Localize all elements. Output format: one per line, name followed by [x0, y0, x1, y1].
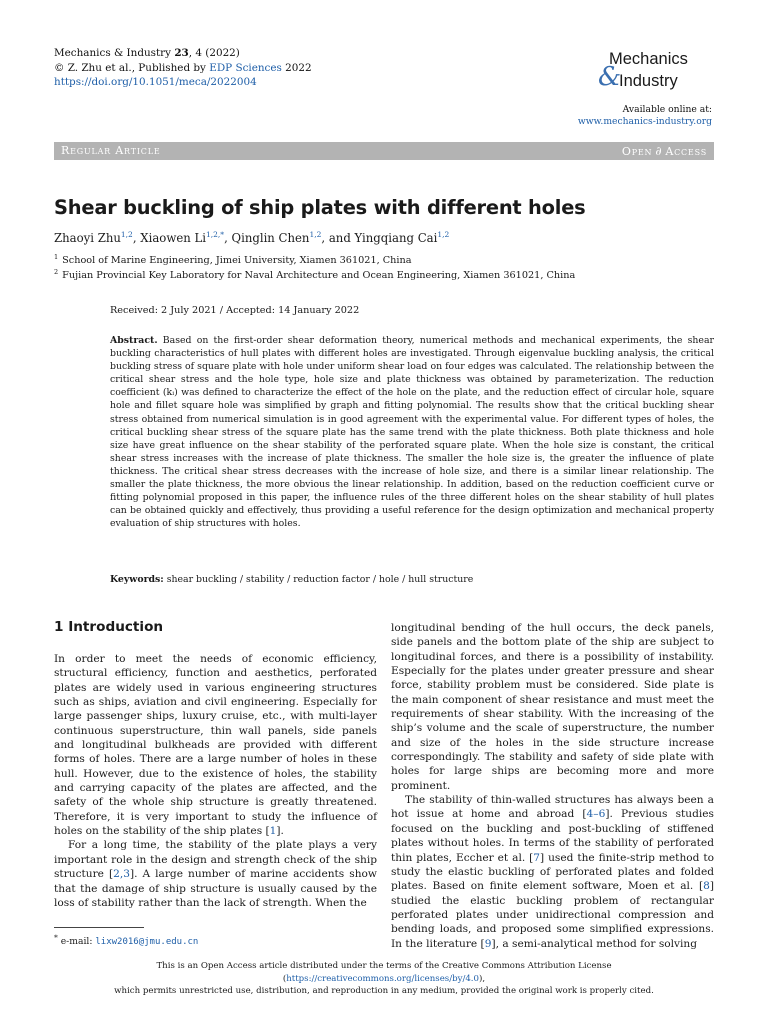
citation-link[interactable]: 2,3	[113, 868, 130, 881]
publisher-link[interactable]: EDP Sciences	[209, 61, 282, 74]
availability-block	[492, 104, 712, 128]
paragraph-text: ] studied the elastic buckling problem of rectangular perforated plates under unidirectional compression and bending loads, and proposed some simplified expressions. In the literature [	[391, 880, 714, 950]
article-type-label: Regular Article	[61, 144, 161, 157]
author-affiliation-marker[interactable]: 1,2	[120, 230, 133, 240]
body-column-left	[54, 652, 377, 910]
license-text: This is an Open Access article distributed under the terms of the Creative Commons Attribution License (	[156, 961, 612, 984]
logo-word-industry: Industry	[619, 72, 678, 90]
article-type-band	[54, 142, 714, 160]
intro-paragraph-2	[54, 838, 377, 910]
author-separator: ,	[224, 231, 232, 245]
footnote-rule	[54, 927, 144, 928]
abstract	[110, 334, 714, 530]
journal-website-link[interactable]: www.mechanics-industry.org	[577, 116, 712, 127]
journal-line	[54, 46, 312, 61]
open-access-word-access: Access	[665, 145, 707, 158]
author-name: Yingqiang Cai	[354, 231, 438, 245]
paragraph-text: ]. Previous studies focused on the buckling and post-buckling of stiffened plates without holes. In terms of the stability of perforated thin plates, Eccher et al. [	[391, 808, 714, 864]
citation-link[interactable]: 4–6	[586, 808, 606, 821]
license-notice	[54, 960, 714, 998]
paragraph-text: ], a semi-analytical method for solving	[491, 937, 698, 950]
citation-link[interactable]: 9	[484, 937, 492, 950]
corresponding-author-footnote	[54, 933, 198, 947]
open-access-word-open: Open	[621, 145, 653, 158]
author-affiliation-marker[interactable]: 1,2	[437, 230, 450, 240]
affiliation-number: 2	[54, 267, 59, 276]
intro-paragraph-4	[391, 793, 714, 951]
body-column-right	[391, 621, 714, 951]
paragraph-text: For a long time, the stability of the plate plays a very important role in the design and strength check of the ship structure [	[54, 839, 377, 881]
logo-ampersand: &	[598, 62, 622, 92]
footnote-label: e-mail:	[57, 936, 96, 948]
license-text: ),	[479, 973, 486, 984]
paper-title: Shear buckling of ship plates with different holes	[54, 196, 586, 219]
copyright-line	[54, 61, 312, 76]
journal-citation-block	[54, 46, 312, 90]
footnote-marker: *	[54, 933, 58, 942]
author-affiliation-marker[interactable]: 1,2,*	[206, 230, 225, 240]
paragraph-text: ]. A large number of marine accidents show that the damage of ship structure is usually caused by the loss of stability rather than the lack of strength. When the	[54, 868, 377, 909]
paragraph-text: ] used the finite-strip method to study the elastic buckling of perforated plates and folded plates. Based on finite element software, Moen et al. [	[391, 851, 714, 893]
journal-logo	[598, 48, 728, 98]
citation-link[interactable]: 1	[269, 825, 277, 838]
intro-paragraph-1	[54, 652, 377, 838]
author-email-link[interactable]: lixw2016@jmu.edu.cn	[95, 937, 199, 948]
keywords-text: shear buckling / stability / reduction factor / hole / hull structure	[163, 574, 474, 585]
affiliation-text: Fujian Provincial Key Laboratory for Naval Architecture and Ocean Engineering, Xiamen 361021, China	[62, 270, 576, 281]
paragraph-text: In order to meet the needs of economic efficiency, structural efficiency, function and aesthetics, perforated plates are widely used in various engineering structures such as ships, aviation and civil engineering. Especially for large passenger ships, luxury cruise, etc., with multi-layer continuous superstructure, thin wall panels, side panels and longitudinal bulkheads are provided with different forms of holes. There are a large number of holes in these hull. However, due to the existence of holes, the stability and carrying capacity of the plates are affected, and the safety of the whole ship structure is greatly threatened. Therefore, it is very important to study the influence of holes on the stability of the ship plates [	[54, 653, 377, 838]
received-accepted-dates: Received: 2 July 2021 / Accepted: 14 January 2022	[110, 305, 360, 316]
author-name: Qinglin Chen	[231, 231, 310, 245]
author-affiliation-marker[interactable]: 1,2	[309, 230, 322, 240]
journal-volume: 23	[174, 47, 189, 59]
affiliation-number: 1	[54, 252, 59, 261]
citation-link[interactable]: 7	[533, 851, 541, 864]
journal-name: Mechanics & Industry	[54, 47, 175, 59]
keywords-label: Keywords:	[110, 574, 164, 585]
abstract-text: Based on the first-order shear deformation theory, numerical methods and mechanical experiments, the shear buckling characteristics of hull plates with different holes are investigated. Through eigenvalue buckling analysis, the critical buckling stress of square plate with hole under uniform shear load on four edges was calculated. The relationship between the critical shear stress and the hole type, hole size and plate thickness was obtained by parameterization. The reduction coefficient (kᵢ) was defined to characterize the effect of the hole on the plate, and the reduction effect of circular hole, square hole and fillet square hole was simplified by graph and fitting polynomial. The results show that the critical buckling shear stress obtained from numerical simulation is in good agreement with the experimental value. For different types of holes, the critical buckling shear stress of the square plate has the same trend with the plate thickness. Both plate thickness and hole size have great influence on the shear stability of the perforated square plate. When the hole size is constant, the critical shear stress increases with the increase of plate thickness. The smaller the hole size is, the greater the influence of plate thickness. The critical shear stress decreases with the increase of hole size, and there is a similar linear relationship. The smaller the plate thickness, the more obvious the linear relationship. In addition, based on the reduction coefficient curve or fitting polynomial proposed in this paper, the influence rules of the three different holes on the shear stability of hull plates can be obtained quickly and effectively, thus providing a useful reference for the design optimization and mechanical property evaluation of ship structures with holes.	[110, 335, 714, 530]
license-text-line-2: which permits unrestricted use, distribution, and reproduction in any medium, provided the original work is properly cited.	[114, 986, 654, 997]
author-list	[54, 231, 449, 245]
paragraph-text: The stability of thin-walled structures has always been a hot issue at home and abroad [	[391, 794, 714, 821]
affiliation-text: School of Marine Engineering, Jimei University, Xiamen 361021, China	[62, 255, 412, 266]
logo-word-mechanics: Mechanics	[609, 50, 688, 68]
author-name: Xiaowen Li	[140, 231, 206, 245]
open-access-label	[622, 144, 707, 158]
available-label: Available online at:	[622, 104, 712, 115]
license-url-link[interactable]: https://creativecommons.org/licenses/by/4.0	[286, 973, 480, 984]
author-separator: , and	[321, 231, 355, 245]
copyright-text: © Z. Zhu et al., Published by	[54, 61, 210, 74]
doi-link[interactable]: https://doi.org/10.1051/meca/2022004	[54, 76, 257, 88]
open-access-icon: ∂	[655, 144, 663, 158]
affiliation-2	[54, 268, 575, 283]
abstract-label: Abstract.	[110, 335, 158, 346]
author-name: Zhaoyi Zhu	[54, 231, 121, 245]
intro-paragraph-3: longitudinal bending of the hull occurs, the deck panels, side panels and the bottom plate of the ship are subject to longitudinal forces, and there is a possibility of instability. Especially for the plates under greater pressure and shear force, stability problem must be considered. Side plate is the main component of shear resistance and must meet the requirements of shear stability. With the increasing of the ship’s volume and the scale of superstructure, the number and size of the holes in the side structure increase correspondingly. The stability and safety of side plate with holes for large ships are becoming more and more prominent.	[391, 622, 714, 792]
affiliation-1	[54, 253, 575, 268]
copyright-year: 2022	[281, 61, 312, 74]
journal-issue-year: , 4 (2022)	[188, 47, 240, 59]
paragraph-text: ].	[276, 825, 284, 838]
keywords	[110, 574, 714, 585]
citation-link[interactable]: 8	[703, 880, 710, 893]
affiliations	[54, 253, 575, 283]
section-heading-introduction: 1 Introduction	[54, 619, 164, 635]
author-separator: ,	[132, 231, 141, 245]
